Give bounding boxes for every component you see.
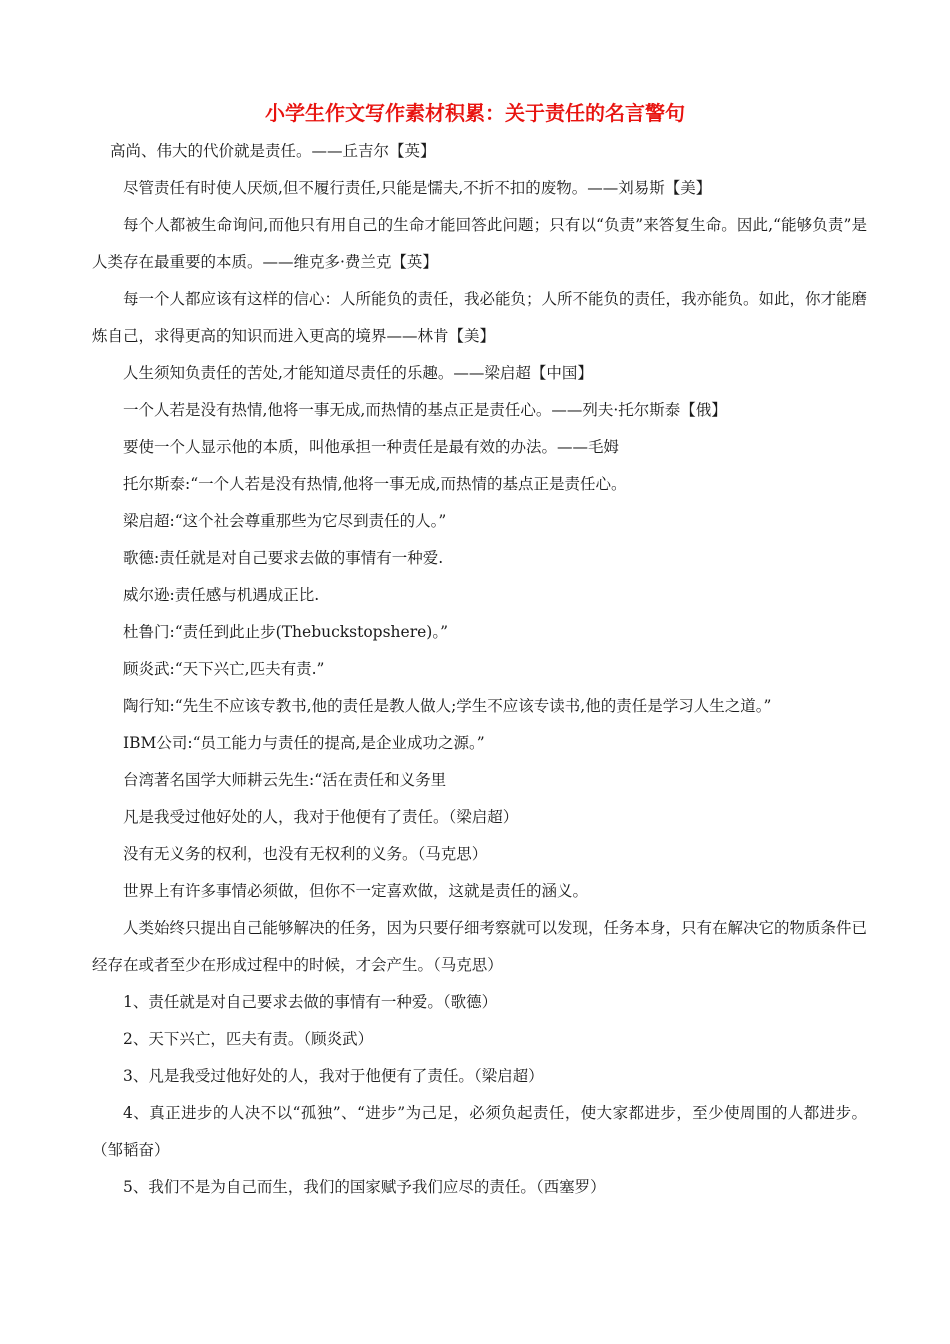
numbered-quote: 3、凡是我受过他好处的人，我对于他便有了责任。（梁启超） (123, 1067, 544, 1085)
document-title: 小学生作文写作素材积累：关于责任的名言警句 (265, 101, 685, 125)
paragraph-quote: 托尔斯泰:“一个人若是没有热情,他将一事无成,而热情的基点正是责任心。 (123, 475, 627, 493)
paragraph-quote: 要使一个人显示他的本质，叫他承担一种责任是最有效的办法。——毛姆 (123, 438, 620, 456)
document-body (92, 133, 867, 1206)
numbered-quote: 4、真正进步的人决不以“孤独”、“进步”为己足，必须负起责任，使大家都进步，至少使周围的人都进步。（邹韬奋） (92, 1104, 867, 1159)
paragraph-quote: 每个人都被生命询问,而他只有用自己的生命才能回答此问题；只有以“负责”来答复生命。因此,“能够负责”是人类存在最重要的本质。——维克多·费兰克【英】 (92, 216, 867, 271)
numbered-quote: 2、天下兴亡，匹夫有责。（顾炎武） (123, 1030, 374, 1048)
paragraph-quote: IBM公司:“员工能力与责任的提高,是企业成功之源。” (123, 734, 485, 752)
numbered-quote: 5、我们不是为自己而生，我们的国家赋予我们应尽的责任。（西塞罗） (123, 1178, 606, 1196)
paragraph-quote: 一个人若是没有热情,他将一事无成,而热情的基点正是责任心。——列夫·托尔斯泰【俄】 (123, 401, 727, 419)
paragraph-quote: 每一个人都应该有这样的信心：人所能负的责任，我必能负；人所不能负的责任，我亦能负。如此，你才能磨炼自己，求得更高的知识而进入更高的境界——林肯【美】 (92, 290, 867, 345)
paragraph-quote: 没有无义务的权利，也没有无权利的义务。（马克思） (123, 845, 488, 863)
paragraph-quote: 凡是我受过他好处的人，我对于他便有了责任。（梁启超） (123, 808, 519, 826)
paragraph-quote: 高尚、伟大的代价就是责任。——丘吉尔【英】 (110, 142, 436, 160)
paragraph-quote: 歌德:责任就是对自己要求去做的事情有一种爱. (123, 549, 444, 567)
paragraph-quote: 陶行知:“先生不应该专教书,他的责任是教人做人;学生不应该专读书,他的责任是学习人生之道。” (123, 697, 772, 715)
paragraph-quote: 顾炎武:“天下兴亡,匹夫有责.” (123, 660, 325, 678)
paragraph-quote: 杜鲁门:“责任到此止步(Thebuckstopshere)。” (123, 623, 449, 641)
numbered-quote: 1、责任就是对自己要求去做的事情有一种爱。（歌德） (123, 993, 498, 1011)
paragraph-quote: 台湾著名国学大师耕云先生:“活在责任和义务里 (123, 771, 447, 789)
paragraph-quote: 世界上有许多事情必须做，但你不一定喜欢做，这就是责任的涵义。 (123, 882, 589, 900)
paragraph-quote: 人类始终只提出自己能够解决的任务，因为只要仔细考察就可以发现，任务本身，只有在解决它的物质条件已经存在或者至少在形成过程中的时候，才会产生。（马克思） (92, 919, 867, 974)
paragraph-quote: 梁启超:“这个社会尊重那些为它尽到责任的人。” (123, 512, 447, 530)
paragraph-quote: 威尔逊:责任感与机遇成正比. (123, 586, 320, 604)
paragraph-quote: 人生须知负责任的苦处,才能知道尽责任的乐趣。——梁启超【中国】 (123, 364, 593, 382)
paragraph-quote: 尽管责任有时使人厌烦,但不履行责任,只能是懦夫,不折不扣的废物。——刘易斯【美】 (123, 179, 712, 197)
